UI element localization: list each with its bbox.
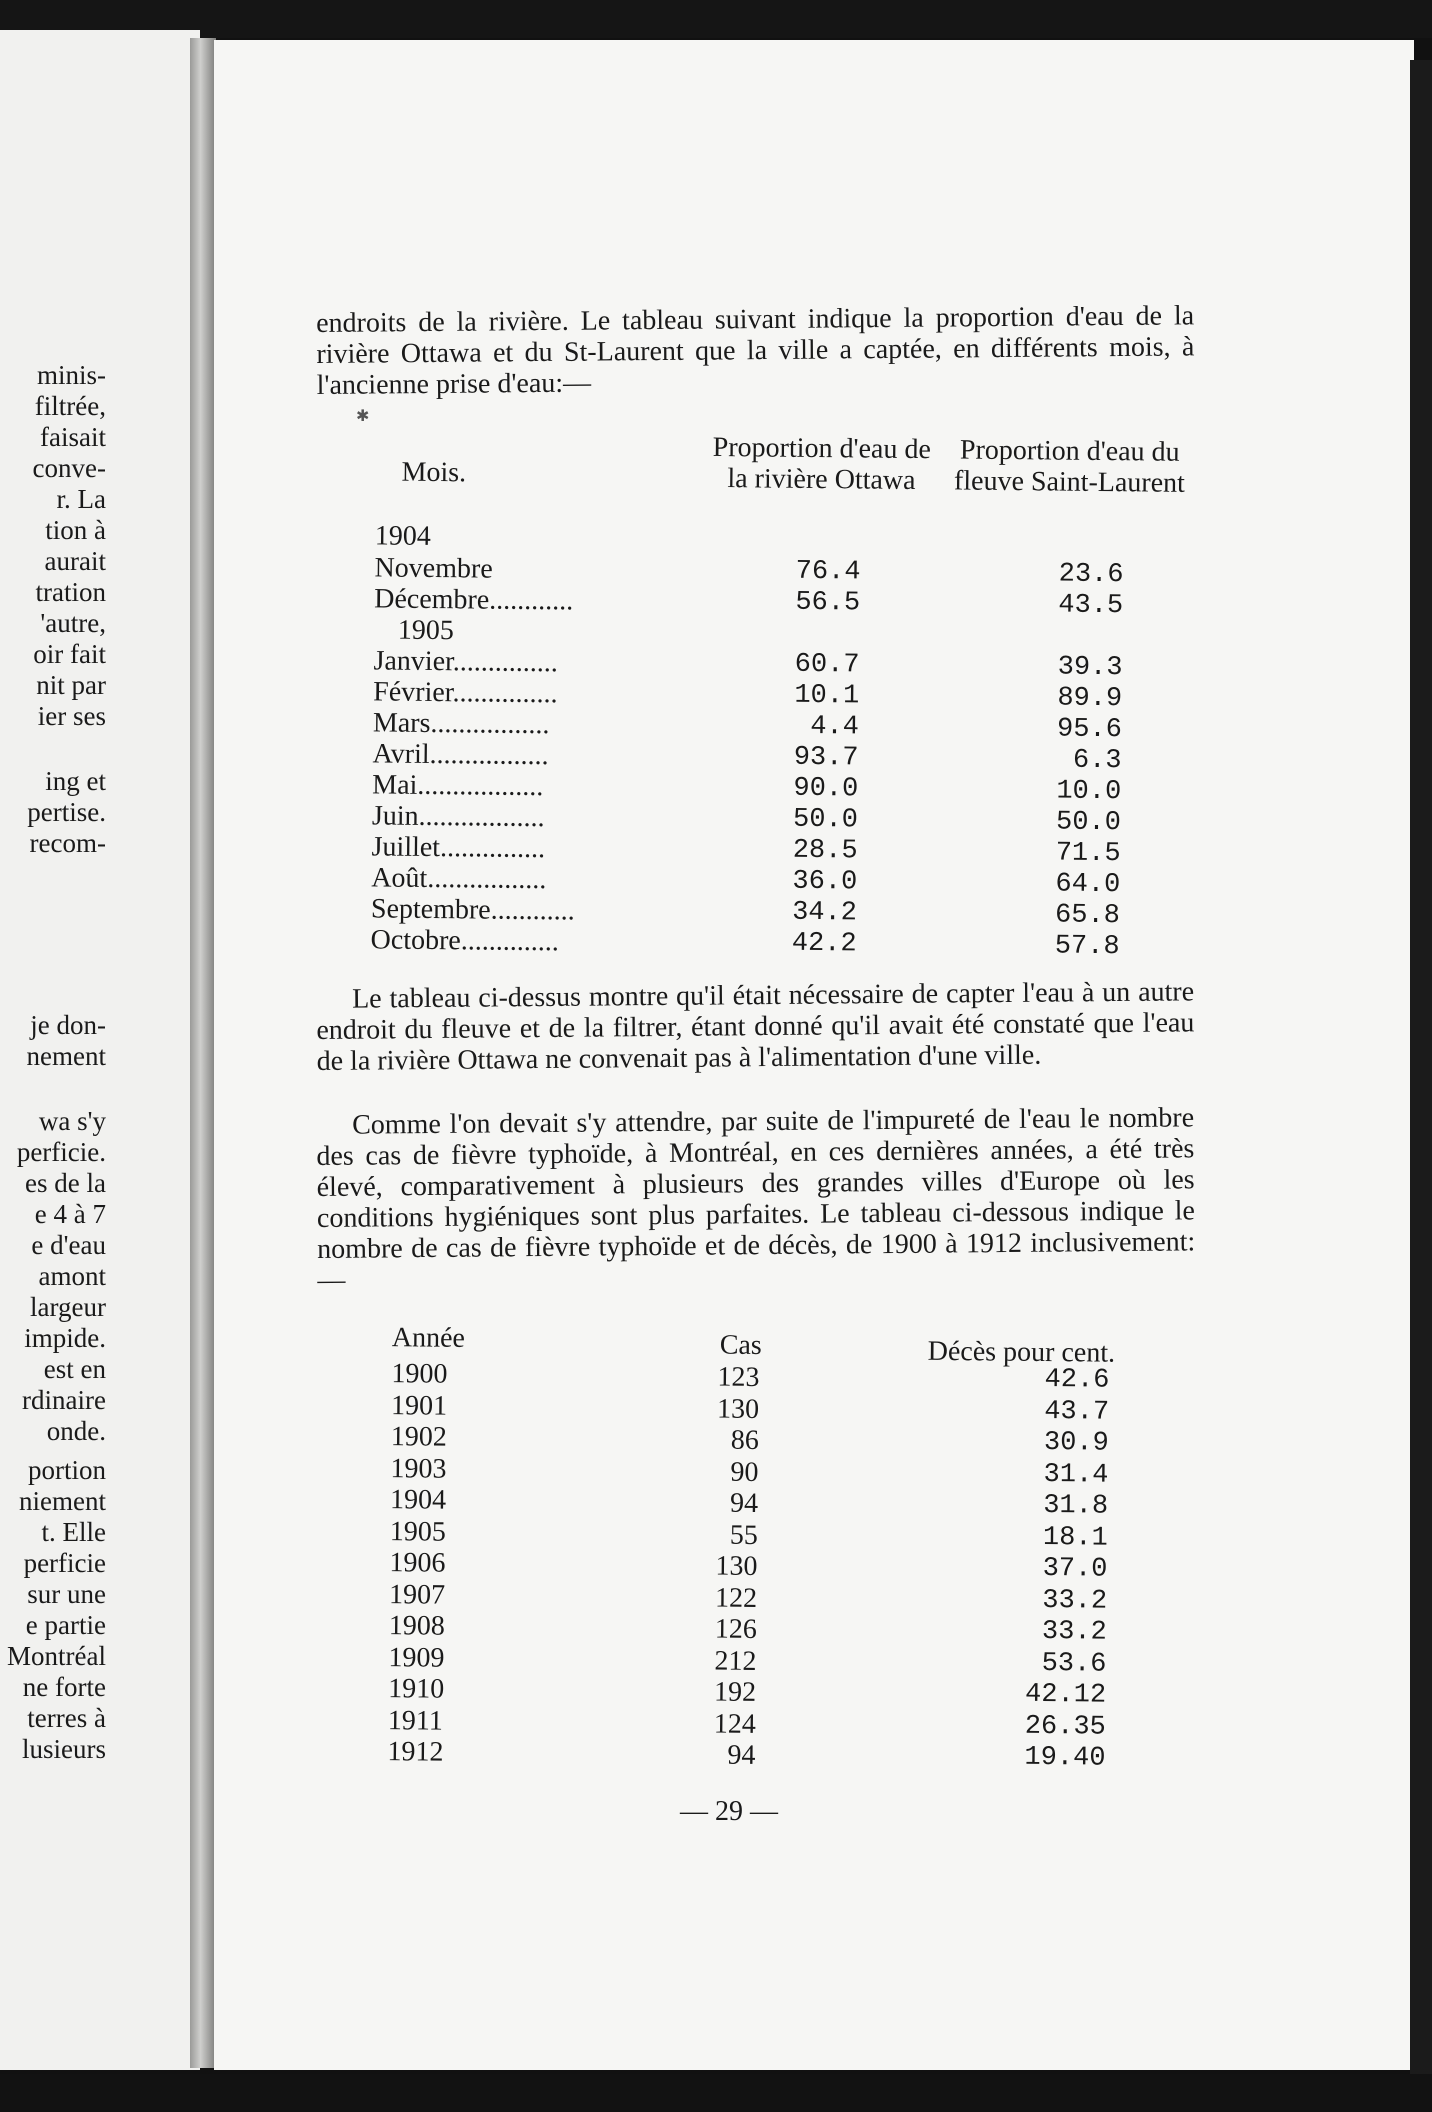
ottawa-cell: 60.7 <box>794 649 860 681</box>
deaths-cell: 30.9 <box>1043 1427 1109 1459</box>
left-page-line: perficie. <box>16 1137 106 1167</box>
left-page-line: nement <box>26 1041 106 1071</box>
ottawa-cell: 10.1 <box>794 680 860 712</box>
year-cell: 1910 <box>387 1673 445 1705</box>
left-page-line: niement <box>19 1486 106 1516</box>
typhoid-text: Comme l'on devait s'y attendre, par suite de l'impureté de l'eau le nombre des cas de fièvre typhoïde, à Montréal, en ces dernières années, a été très élevé, comparativement à plusieurs des grandes villes d'Europe où les conditions hygiéniques sont plus parfaites. Le tableau ci-dessous indique le nombre de cas de fièvre typhoïde et de décès, de 1900 à 1912 inclusivement:— <box>316 1102 1196 1296</box>
page-number: — 29 — <box>680 1796 778 1827</box>
left-page-line: recom- <box>29 828 106 858</box>
left-page-line: e partie <box>25 1610 106 1640</box>
left-page-line: aurait <box>44 546 106 576</box>
cases-cell: 123 <box>717 1361 760 1393</box>
cases-cell: 130 <box>715 1550 758 1582</box>
month-cell: Novembre <box>374 552 493 585</box>
year-cell: 1903 <box>390 1452 447 1485</box>
left-page-line: filtrée, <box>34 391 106 421</box>
month-cell: Février............... <box>373 676 558 710</box>
conclusion-text: Le tableau ci-dessus montre qu'il était nécessaire de capter l'eau à un autre endroit du fleuve et de la filtrer, étant donné qu'il avait été constaté que l'eau de la rivière Ottawa ne convenait pas à l'alimentation d'une ville. <box>316 976 1195 1077</box>
year-cell: 1906 <box>389 1547 446 1579</box>
year-cell: 1912 <box>387 1736 444 1768</box>
cases-header: Cas <box>719 1329 762 1361</box>
st-laurent-cell: 23.6 <box>1058 559 1124 591</box>
ottawa-cell: 34.2 <box>791 897 858 929</box>
st-laurent-header: Proportion d'eau du fleuve Saint-Laurent <box>953 434 1186 499</box>
left-page-line: onde. <box>46 1416 106 1446</box>
ottawa-header: Proportion d'eau de la rivière Ottawa <box>712 431 932 497</box>
scan-bottom-border <box>0 2074 1432 2112</box>
month-cell: Mai.................. <box>372 769 544 803</box>
st-laurent-cell: 89.9 <box>1057 683 1123 715</box>
scan-right-border <box>1410 60 1432 2112</box>
deaths-cell: 53.6 <box>1041 1648 1107 1680</box>
book-gutter <box>190 38 216 2068</box>
year-header: Année <box>391 1322 466 1354</box>
left-page-line: impide. <box>24 1323 106 1353</box>
st-laurent-cell: 64.0 <box>1055 869 1121 901</box>
left-page-line: r. La <box>56 484 106 514</box>
cases-cell: 86 <box>730 1424 759 1456</box>
conclusion-paragraph <box>316 976 1195 1077</box>
year-cell: 1905 <box>389 1515 446 1548</box>
cases-cell: 124 <box>713 1708 756 1740</box>
left-page-line: Montréal <box>7 1641 106 1671</box>
left-page-line: faisait <box>40 422 106 452</box>
intro-text: endroits de la rivière. Le tableau suivant indique la proportion d'eau de la rivière Ottawa et du St-Laurent que la ville a captée, en différents mois, à l'ancienne prise d'eau:— <box>316 300 1195 401</box>
st-laurent-cell: 50.0 <box>1055 807 1122 839</box>
cases-cell: 94 <box>727 1739 756 1771</box>
ottawa-cell: 76.4 <box>795 556 861 588</box>
st-laurent-cell: 6.3 <box>1072 745 1122 777</box>
month-header: Mois. <box>401 456 467 489</box>
left-page-line: wa s'y <box>38 1106 106 1136</box>
left-page-line: ne forte <box>22 1672 106 1702</box>
left-page-line: 'autre, <box>40 608 106 638</box>
cases-cell: 55 <box>729 1519 758 1551</box>
ottawa-cell: 50.0 <box>792 804 859 836</box>
deaths-cell: 42.6 <box>1044 1364 1110 1396</box>
year-cell: 1909 <box>388 1641 445 1674</box>
year-1905: 1905 <box>397 614 455 647</box>
deaths-cell: 42.12 <box>1024 1679 1107 1711</box>
left-page-line: pertise. <box>27 797 106 827</box>
deaths-cell: 18.1 <box>1042 1522 1108 1554</box>
cases-cell: 192 <box>713 1676 757 1708</box>
left-page-line: portion <box>28 1455 106 1485</box>
left-page-line: ier ses <box>37 701 106 731</box>
left-page-line: largeur <box>30 1292 106 1322</box>
deaths-cell: 26.35 <box>1024 1711 1106 1743</box>
left-page-line: conve- <box>32 453 106 483</box>
left-page-line: sur une <box>27 1579 106 1609</box>
st-laurent-cell: 39.3 <box>1057 652 1123 684</box>
left-page-line: oir fait <box>33 639 106 669</box>
deaths-cell: 31.8 <box>1043 1490 1109 1522</box>
deaths-cell: 37.0 <box>1042 1553 1108 1585</box>
left-page-line: perficie <box>23 1548 106 1578</box>
year-cell: 1900 <box>391 1358 448 1390</box>
month-cell: Juin.................. <box>371 800 545 834</box>
ink-mark: ✱ <box>356 408 370 425</box>
year-cell: 1908 <box>388 1610 445 1642</box>
left-page-line: tration <box>35 577 106 607</box>
cases-cell: 122 <box>714 1582 758 1614</box>
year-cell: 1904 <box>389 1484 447 1516</box>
cases-cell: 94 <box>729 1487 759 1519</box>
st-laurent-cell: 43.5 <box>1058 590 1124 622</box>
deaths-cell: 19.40 <box>1024 1742 1106 1774</box>
left-page-line: lusieurs <box>22 1734 106 1764</box>
ottawa-cell: 4.4 <box>810 711 860 743</box>
left-page-line: t. Elle <box>41 1517 106 1547</box>
month-cell: Octobre.............. <box>370 924 559 958</box>
scan-top-border <box>0 0 1432 38</box>
month-cell: Décembre............ <box>374 583 574 617</box>
deaths-cell: 43.7 <box>1044 1396 1110 1428</box>
left-page-line: rdinaire <box>22 1385 106 1415</box>
intro-paragraph <box>316 300 1195 401</box>
year-cell: 1911 <box>387 1704 443 1737</box>
deaths-cell: 33.2 <box>1042 1585 1108 1617</box>
cases-cell: 212 <box>714 1645 757 1677</box>
st-laurent-cell: 65.8 <box>1054 900 1121 932</box>
ottawa-cell: 93.7 <box>793 742 859 774</box>
month-cell: Août................. <box>371 862 547 896</box>
left-page-line: es de la <box>25 1168 106 1198</box>
month-cell: Septembre............ <box>370 893 575 927</box>
ottawa-cell: 90.0 <box>793 773 859 805</box>
cases-cell: 90 <box>730 1456 759 1488</box>
left-page-line: je don- <box>30 1010 106 1040</box>
left-page-line: amont <box>38 1261 106 1291</box>
left-page-line: terres à <box>27 1703 106 1733</box>
month-cell: Janvier............... <box>373 645 559 679</box>
left-page-line: tion à <box>45 515 106 545</box>
ottawa-cell: 56.5 <box>795 587 861 619</box>
ottawa-cell: 28.5 <box>792 835 858 867</box>
ottawa-cell: 42.2 <box>791 928 857 960</box>
typhoid-paragraph <box>316 1102 1196 1296</box>
left-page-line: nit par <box>36 670 106 700</box>
deaths-cell: 31.4 <box>1043 1459 1109 1491</box>
left-page <box>0 30 200 2070</box>
year-cell: 1901 <box>390 1389 448 1422</box>
month-cell: Avril................. <box>372 738 549 772</box>
month-cell: Juillet............... <box>371 831 546 865</box>
left-page-line: minis- <box>36 360 106 390</box>
year-cell: 1902 <box>390 1421 447 1453</box>
st-laurent-cell: 57.8 <box>1054 931 1120 963</box>
month-cell: Mars................. <box>372 707 550 741</box>
year-1904: 1904 <box>374 520 432 552</box>
deaths-cell: 33.2 <box>1041 1616 1107 1648</box>
st-laurent-cell: 10.0 <box>1056 776 1122 808</box>
cases-cell: 130 <box>716 1393 760 1425</box>
st-laurent-cell: 71.5 <box>1055 838 1121 870</box>
left-page-line: est en <box>43 1354 106 1384</box>
st-laurent-cell: 95.6 <box>1056 714 1123 746</box>
left-page-line: ing et <box>45 766 106 796</box>
year-cell: 1907 <box>388 1578 446 1611</box>
cases-cell: 126 <box>714 1613 757 1645</box>
left-page-line: e d'eau <box>31 1230 106 1260</box>
left-page-line: e 4 à 7 <box>34 1199 106 1229</box>
deaths-header: Décès pour cent. <box>927 1335 1116 1369</box>
ottawa-cell: 36.0 <box>792 866 858 898</box>
